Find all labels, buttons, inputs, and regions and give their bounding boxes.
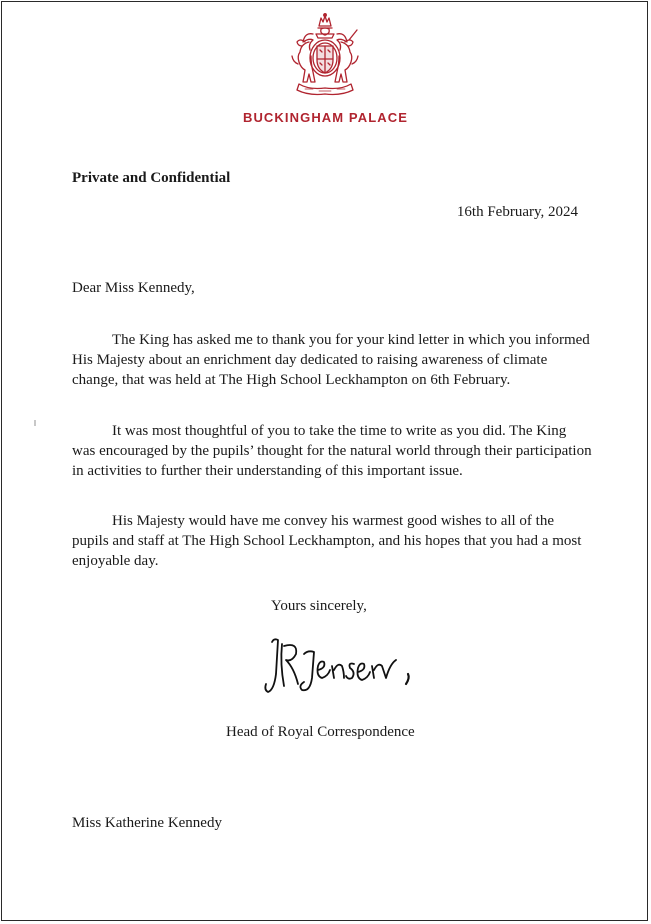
- letterhead-title: BUCKINGHAM PALACE: [242, 110, 409, 125]
- scan-mark: [34, 420, 36, 426]
- salutation: Dear Miss Kennedy,: [72, 280, 195, 296]
- confidentiality-marking: Private and Confidential: [72, 170, 231, 186]
- body-paragraph-2: It was most thoughtful of you to take the time to write as you did. The King was encouraged by the pupils’ thought for the natural world through their participation in activities to further their understanding of this important issue.: [72, 423, 592, 479]
- recipient-name: Miss Katherine Kennedy: [72, 815, 222, 831]
- handwritten-signature: [258, 634, 428, 696]
- signatory-title: Head of Royal Correspondence: [226, 724, 415, 740]
- body-paragraph-1: The King has asked me to thank you for your kind letter in which you informed His Majesty about an enrichment day dedicated to raising awareness of climate change, that was held at The High School Leckhampton on 6th February.: [72, 332, 590, 388]
- complimentary-close: Yours sincerely,: [271, 598, 367, 614]
- letter-date: 16th February, 2024: [456, 204, 578, 220]
- body-paragraph-3: His Majesty would have me convey his warmest good wishes to all of the pupils and staff at The High School Leckhampton, and his hopes that you had a most enjoyable day.: [72, 513, 582, 569]
- royal-coat-of-arms-icon: [283, 12, 367, 100]
